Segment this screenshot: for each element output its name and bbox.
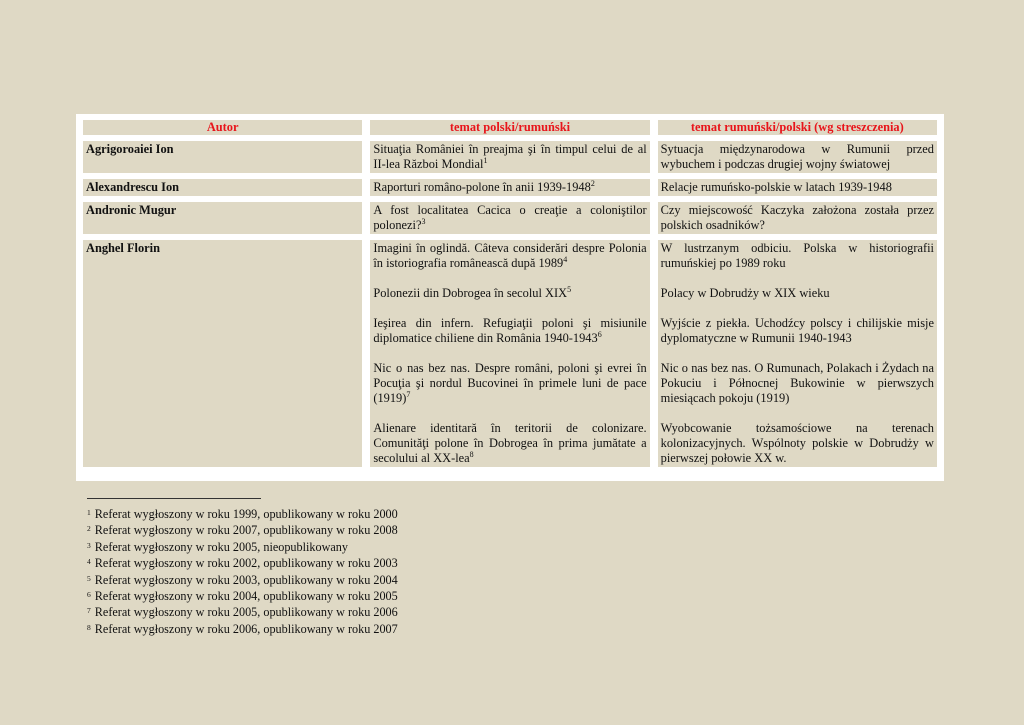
footnote bbox=[87, 572, 398, 588]
footnote bbox=[87, 539, 398, 555]
romanian-title-text: Raporturi româno-polone în anii 1939-1948 bbox=[373, 180, 591, 194]
footnote-text: Referat wygłoszony w roku 2005, opublikowany w roku 2006 bbox=[94, 605, 398, 620]
footnote-number: 2 bbox=[87, 524, 91, 534]
polish-title-cell bbox=[658, 240, 937, 467]
footnote-text: Referat wygłoszony w roku 2005, nieopublikowany bbox=[94, 539, 348, 554]
footnote-text: Referat wygłoszony w roku 2006, opublikowany w roku 2007 bbox=[94, 621, 398, 636]
romanian-title-text: Polonezii din Dobrogea în secolul XIX bbox=[373, 286, 568, 300]
romanian-title bbox=[373, 241, 646, 271]
footnote-text: Referat wygłoszony w roku 2007, opublikowany w roku 2008 bbox=[94, 523, 398, 538]
footnote-number: 5 bbox=[87, 573, 91, 583]
footnote-reference: 4 bbox=[563, 254, 568, 264]
footnote-text: Referat wygłoszony w roku 1999, opublikowany w roku 2000 bbox=[94, 507, 398, 521]
papers-table-container bbox=[76, 114, 944, 481]
polish-title-cell bbox=[658, 141, 937, 173]
romanian-title-text: A fost localitatea Cacica o creaţie a coloniştilor polonezi? bbox=[373, 203, 647, 232]
footnote-reference: 2 bbox=[590, 178, 595, 188]
author-cell: Anghel Florin bbox=[83, 240, 362, 467]
table-body bbox=[83, 141, 937, 467]
romanian-title bbox=[373, 421, 646, 466]
polish-title-cell bbox=[658, 202, 937, 234]
polish-title: Sytuacja międzynarodowa w Rumunii przed wybuchem i podczas drugiej wojny światowej bbox=[660, 142, 934, 171]
footnote-text: Referat wygłoszony w roku 2003, opublikowany w roku 2004 bbox=[94, 572, 398, 587]
polish-title: Polacy w Dobrudży w XIX wieku bbox=[660, 286, 830, 300]
romanian-title-text: Ieşirea din infern. Refugiaţii poloni şi misiunile diplomatice chiliene din România 1940-1943 bbox=[373, 316, 647, 345]
footnote-divider bbox=[87, 498, 261, 499]
footnote bbox=[87, 604, 398, 620]
romanian-title-cell bbox=[370, 141, 649, 173]
author-cell: Andronic Mugur bbox=[83, 202, 362, 234]
footnote-number: 6 bbox=[87, 590, 91, 600]
romanian-title-text: Alienare identitară în teritorii de colonizare. Comunităţi polone în Dobrogea în prima jumătate a secolului al XX-lea bbox=[373, 421, 647, 465]
footnote-reference: 5 bbox=[567, 284, 572, 294]
footnote bbox=[87, 588, 398, 604]
romanian-title bbox=[373, 180, 646, 195]
romanian-title bbox=[373, 361, 646, 406]
romanian-title-cell bbox=[370, 240, 649, 467]
footnote bbox=[87, 506, 398, 522]
footnote bbox=[87, 522, 398, 538]
footnote-reference: 8 bbox=[469, 449, 474, 459]
romanian-title-cell bbox=[370, 202, 649, 234]
table-row bbox=[83, 141, 937, 173]
polish-title-cell bbox=[658, 179, 937, 196]
romanian-title bbox=[373, 286, 646, 301]
footnote-text: Referat wygłoszony w roku 2004, opublikowany w roku 2005 bbox=[94, 589, 398, 604]
romanian-title bbox=[373, 316, 646, 346]
author-cell: Alexandrescu Ion bbox=[83, 179, 362, 196]
romanian-title-text: Nic o nas bez nas. Despre români, poloni şi evrei în Pocuţia şi nordul Bucovinei în primele luni de pace (1919) bbox=[373, 361, 647, 405]
romanian-title-cell bbox=[370, 179, 649, 196]
romanian-title bbox=[373, 142, 646, 172]
footnote-reference: 7 bbox=[406, 389, 411, 399]
romanian-title bbox=[373, 203, 646, 233]
author-cell: Agrigoroaiei Ion bbox=[83, 141, 362, 173]
footnote-number: 4 bbox=[87, 557, 91, 567]
header-polish-romanian-topic: temat polski/rumuński bbox=[370, 120, 649, 135]
footnote-reference: 1 bbox=[483, 155, 488, 165]
footnotes bbox=[87, 506, 398, 637]
polish-title: Wyobcowanie tożsamościowe na terenach kolonizacyjnych. Wspólnoty polskie w Dobrudży w pierwszej połowie XX w. bbox=[660, 421, 934, 465]
footnote-reference: 6 bbox=[597, 329, 602, 339]
romanian-title-text: Situaţia României în preajma şi în timpul celui de al II-lea Război Mondial bbox=[373, 142, 647, 171]
footnote-number: 7 bbox=[87, 606, 91, 616]
romanian-title-text: Imagini în oglindă. Câteva considerări despre Polonia în istoriografia românească după 1989 bbox=[373, 241, 647, 270]
footnote bbox=[87, 621, 398, 637]
footnote-reference: 3 bbox=[421, 216, 426, 226]
footnote-text: Referat wygłoszony w roku 2002, opublikowany w roku 2003 bbox=[94, 556, 398, 571]
table-row bbox=[83, 202, 937, 234]
polish-title: W lustrzanym odbiciu. Polska w historiografii rumuńskiej po 1989 roku bbox=[660, 241, 934, 270]
papers-table bbox=[75, 114, 945, 473]
footnote-number: 1 bbox=[87, 508, 91, 517]
footnote bbox=[87, 555, 398, 571]
footnote-number: 3 bbox=[87, 540, 91, 550]
table-header-row bbox=[83, 120, 937, 135]
table-row bbox=[83, 240, 937, 467]
polish-title: Czy miejscowość Kaczyka założona została przez polskich osadników? bbox=[660, 203, 934, 232]
polish-title: Wyjście z piekła. Uchodźcy polscy i chilijskie misje dyplomatyczne w Rumunii 1940-1943 bbox=[660, 316, 934, 345]
header-author: Autor bbox=[83, 120, 362, 135]
header-romanian-polish-topic: temat rumuński/polski (wg streszczenia) bbox=[658, 120, 937, 135]
polish-title: Nic o nas bez nas. O Rumunach, Polakach i Żydach na Pokuciu i Północnej Bukowinie w pierwszych miesiącach pokoju (1919) bbox=[660, 361, 934, 405]
polish-title: Relacje rumuńsko-polskie w latach 1939-1948 bbox=[660, 180, 892, 194]
table-row bbox=[83, 179, 937, 196]
footnote-number: 8 bbox=[87, 622, 91, 632]
